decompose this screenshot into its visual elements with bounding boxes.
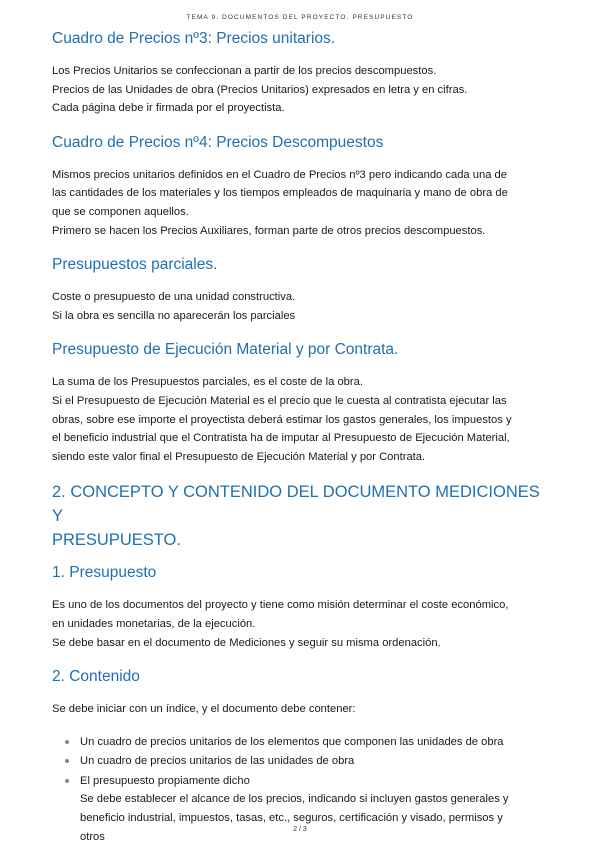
bullet-icon [65,779,69,783]
running-header: TEMA 9. DOCUMENTOS DEL PROYECTO. PRESUPUESTO [186,14,414,21]
subsection-title: 2. Contenido [52,668,140,686]
list-item-text: El presupuesto propiamente dicho [80,774,250,787]
paragraph-line: siendo este valor final el Presupuesto de Ejecución Material y por Contrata. [52,450,426,463]
paragraph-line: Si el Presupuesto de Ejecución Material es el precio que le cuesta al contratista ejecutar las [52,394,507,407]
subsection-presupuesto [52,562,548,652]
paragraph-line: Cada página debe ir firmada por el proyectista. [52,102,285,115]
section-title: Presupuestos parciales. [52,256,218,274]
section-ejecucion-material [52,339,548,466]
list-item [52,772,548,846]
section-precios-descompuestos [52,132,548,240]
paragraph-line: Se debe basar en el documento de Mediciones y seguir su misma ordenación. [52,636,441,649]
paragraph-line: Primero se hacen los Precios Auxiliares, forman parte de otros precios descompuestos. [52,224,486,237]
subsection-contenido [52,666,548,846]
paragraph-line: La suma de los Presupuestos parciales, es el coste de la obra. [52,376,363,389]
paragraph-line: que se componen aquellos. [52,205,189,218]
section-title: Cuadro de Precios nº4: Precios Descompuestos [52,133,384,151]
section-title: Cuadro de Precios nº3: Precios unitarios. [52,30,336,47]
paragraph-line: Los Precios Unitarios se confeccionan a partir de los precios descompuestos. [52,65,437,77]
chapter-title-line: PRESUPUESTO. [52,531,181,550]
list-item-text: Un cuadro de precios unitarios de los elementos que componen las unidades de obra [80,735,504,748]
list-item [52,733,548,752]
page-number: 2 / 3 [293,826,307,833]
section-title: Presupuesto de Ejecución Material y por Contrata. [52,341,399,359]
section-precios-unitarios [52,28,548,118]
page-content [52,28,548,860]
paragraph-line: Coste o presupuesto de una unidad constructiva. [52,291,296,304]
subsection-title: 1. Presupuesto [52,564,157,582]
chapter-title-line: 2. CONCEPTO Y CONTENIDO DEL DOCUMENTO MEDICIONES Y [52,483,540,526]
intro-text: Se debe iniciar con un índice, y el documento debe contener: [52,703,356,716]
paragraph-line: Precios de las Unidades de obra (Precios Unitarios) expresados en letra y en cifras. [52,83,468,96]
section-presupuestos-parciales [52,254,548,325]
paragraph-line: el beneficio industrial que el Contratista ha de imputar al Presupuesto de Ejecución Material, [52,432,510,445]
list-item-text: beneficio industrial, impuestos, tasas, etc., seguros, certificación y visado, permisos y [80,812,503,825]
paragraph-line: Mismos precios unitarios definidos en el Cuadro de Precios nº3 pero indicando cada una de [52,168,507,181]
paragraph-line: las cantidades de los materiales y los tiempos empleados de maquinaria y mano de obra de [52,187,508,200]
list-item [52,752,548,771]
bullet-icon [65,759,69,763]
list-item-text: Se debe establecer el alcance de los precios, indicando si incluyen gastos generales y [80,793,509,806]
list-item-text: otros [80,830,105,843]
paragraph-line: Es uno de los documentos del proyecto y tiene como misión determinar el coste económico, [52,599,509,612]
chapter-heading [52,480,548,552]
paragraph-line: en unidades monetarias, de la ejecución. [52,617,256,630]
paragraph-line: Si la obra es sencilla no aparecerán los parciales [52,309,296,322]
bullet-icon [65,740,69,744]
paragraph-line: obras, sobre ese importe el proyectista deberá estimar los gastos generales, los impuestos y [52,413,512,426]
list-item-text: Un cuadro de precios unitarios de las unidades de obra [80,755,355,768]
